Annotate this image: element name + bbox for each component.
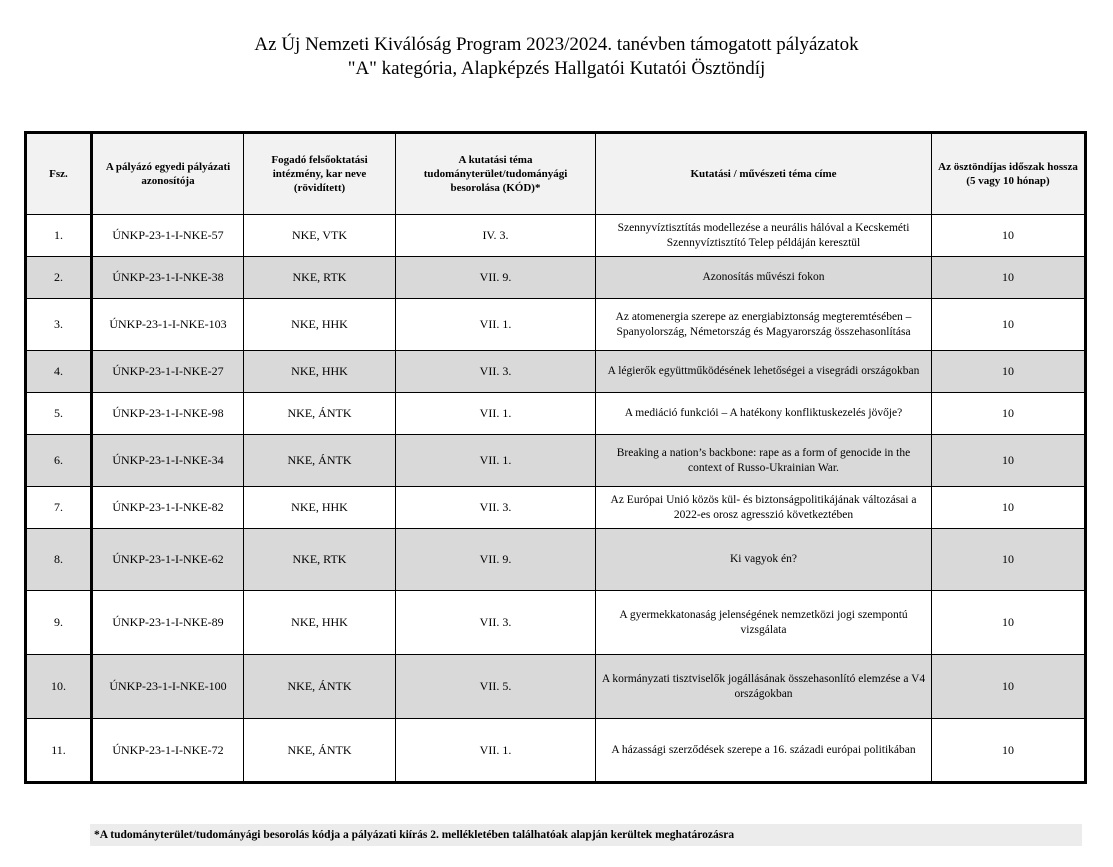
- cell-length: 10: [932, 591, 1086, 655]
- cell-institution: NKE, HHK: [244, 487, 396, 529]
- cell-code: IV. 3.: [396, 215, 596, 257]
- cell-institution: NKE, HHK: [244, 351, 396, 393]
- cell-fsz: 10.: [26, 655, 92, 719]
- cell-code: VII. 1.: [396, 719, 596, 783]
- cell-fsz: 2.: [26, 257, 92, 299]
- table-row: [26, 215, 1086, 257]
- cell-topic: Az atomenergia szerepe az energiabiztonság megteremtésében – Spanyolország, Németország és Magyarország összehasonlítása: [596, 299, 932, 351]
- header-id: A pályázó egyedi pályázati azonosítója: [92, 133, 244, 215]
- cell-institution: NKE, ÁNTK: [244, 719, 396, 783]
- table-row: [26, 655, 1086, 719]
- cell-topic: A kormányzati tisztviselők jogállásának összehasonlító elemzése a V4 országokban: [596, 655, 932, 719]
- footnote: *A tudományterület/tudományági besorolás kódja a pályázati kiírás 2. mellékletében találhatóak alapján kerültek meghatározásra: [90, 824, 1082, 846]
- cell-length: 10: [932, 719, 1086, 783]
- cell-id: ÚNKP-23-1-I-NKE-100: [92, 655, 244, 719]
- cell-fsz: 7.: [26, 487, 92, 529]
- cell-fsz: 6.: [26, 435, 92, 487]
- cell-length: 10: [932, 351, 1086, 393]
- cell-length: 10: [932, 299, 1086, 351]
- cell-code: VII. 1.: [396, 299, 596, 351]
- cell-institution: NKE, ÁNTK: [244, 435, 396, 487]
- cell-fsz: 1.: [26, 215, 92, 257]
- cell-institution: NKE, ÁNTK: [244, 393, 396, 435]
- cell-id: ÚNKP-23-1-I-NKE-89: [92, 591, 244, 655]
- cell-institution: NKE, RTK: [244, 529, 396, 591]
- cell-id: ÚNKP-23-1-I-NKE-103: [92, 299, 244, 351]
- table-row: [26, 435, 1086, 487]
- table-row: [26, 529, 1086, 591]
- cell-institution: NKE, RTK: [244, 257, 396, 299]
- table-row: [26, 299, 1086, 351]
- cell-topic: Breaking a nation’s backbone: rape as a form of genocide in the context of Russo-Ukrainian War.: [596, 435, 932, 487]
- cell-institution: NKE, HHK: [244, 591, 396, 655]
- cell-topic: Szennyvíztisztítás modellezése a neurális hálóval a Kecskeméti Szennyvíztisztító Telep példáján keresztül: [596, 215, 932, 257]
- cell-fsz: 11.: [26, 719, 92, 783]
- cell-length: 10: [932, 393, 1086, 435]
- cell-length: 10: [932, 487, 1086, 529]
- cell-fsz: 5.: [26, 393, 92, 435]
- cell-topic: A gyermekkatonaság jelenségének nemzetközi jogi szempontú vizsgálata: [596, 591, 932, 655]
- cell-topic: Azonosítás művészi fokon: [596, 257, 932, 299]
- cell-id: ÚNKP-23-1-I-NKE-98: [92, 393, 244, 435]
- cell-institution: NKE, HHK: [244, 299, 396, 351]
- cell-fsz: 4.: [26, 351, 92, 393]
- table-row: [26, 393, 1086, 435]
- cell-id: ÚNKP-23-1-I-NKE-82: [92, 487, 244, 529]
- cell-length: 10: [932, 655, 1086, 719]
- header-length-line2: (5 vagy 10 hónap): [966, 175, 1050, 187]
- cell-id: ÚNKP-23-1-I-NKE-62: [92, 529, 244, 591]
- cell-code: VII. 1.: [396, 393, 596, 435]
- results-table: [24, 131, 1087, 784]
- cell-institution: NKE, ÁNTK: [244, 655, 396, 719]
- document-title: [0, 33, 1113, 81]
- cell-id: ÚNKP-23-1-I-NKE-38: [92, 257, 244, 299]
- cell-code: VII. 9.: [396, 529, 596, 591]
- cell-code: VII. 9.: [396, 257, 596, 299]
- table-row: [26, 591, 1086, 655]
- header-length-line1: Az ösztöndíjas időszak hossza: [938, 161, 1078, 173]
- cell-id: ÚNKP-23-1-I-NKE-34: [92, 435, 244, 487]
- cell-code: VII. 3.: [396, 351, 596, 393]
- header-fsz: Fsz.: [26, 133, 92, 215]
- cell-id: ÚNKP-23-1-I-NKE-72: [92, 719, 244, 783]
- cell-fsz: 9.: [26, 591, 92, 655]
- title-line-2: "A" kategória, Alapképzés Hallgatói Kutatói Ösztöndíj: [347, 58, 766, 79]
- cell-topic: A házassági szerződések szerepe a 16. századi európai politikában: [596, 719, 932, 783]
- cell-topic: Az Európai Unió közös kül- és biztonságpolitikájának változásai a 2022-es orosz agresszió következtében: [596, 487, 932, 529]
- header-institution: Fogadó felsőoktatási intézmény, kar neve (rövidített): [244, 133, 396, 215]
- cell-id: ÚNKP-23-1-I-NKE-27: [92, 351, 244, 393]
- cell-length: 10: [932, 435, 1086, 487]
- header-code: A kutatási téma tudományterület/tudományági besorolása (KÓD)*: [396, 133, 596, 215]
- table-row: [26, 719, 1086, 783]
- cell-id: ÚNKP-23-1-I-NKE-57: [92, 215, 244, 257]
- table-row: [26, 257, 1086, 299]
- table-body: [26, 215, 1086, 783]
- title-line-1: Az Új Nemzeti Kiválóság Program 2023/2024. tanévben támogatott pályázatok: [254, 34, 859, 55]
- header-topic: Kutatási / művészeti téma címe: [596, 133, 932, 215]
- table-row: [26, 487, 1086, 529]
- cell-fsz: 3.: [26, 299, 92, 351]
- cell-code: VII. 1.: [396, 435, 596, 487]
- header-length: [932, 133, 1086, 215]
- table-row: [26, 351, 1086, 393]
- cell-topic: A légierők együttműködésének lehetőségei a visegrádi országokban: [596, 351, 932, 393]
- cell-code: VII. 5.: [396, 655, 596, 719]
- cell-length: 10: [932, 257, 1086, 299]
- cell-length: 10: [932, 215, 1086, 257]
- cell-code: VII. 3.: [396, 487, 596, 529]
- cell-topic: Ki vagyok én?: [596, 529, 932, 591]
- cell-length: 10: [932, 529, 1086, 591]
- cell-fsz: 8.: [26, 529, 92, 591]
- cell-code: VII. 3.: [396, 591, 596, 655]
- cell-institution: NKE, VTK: [244, 215, 396, 257]
- table-header-row: [26, 133, 1086, 215]
- cell-topic: A mediáció funkciói – A hatékony konfliktuskezelés jövője?: [596, 393, 932, 435]
